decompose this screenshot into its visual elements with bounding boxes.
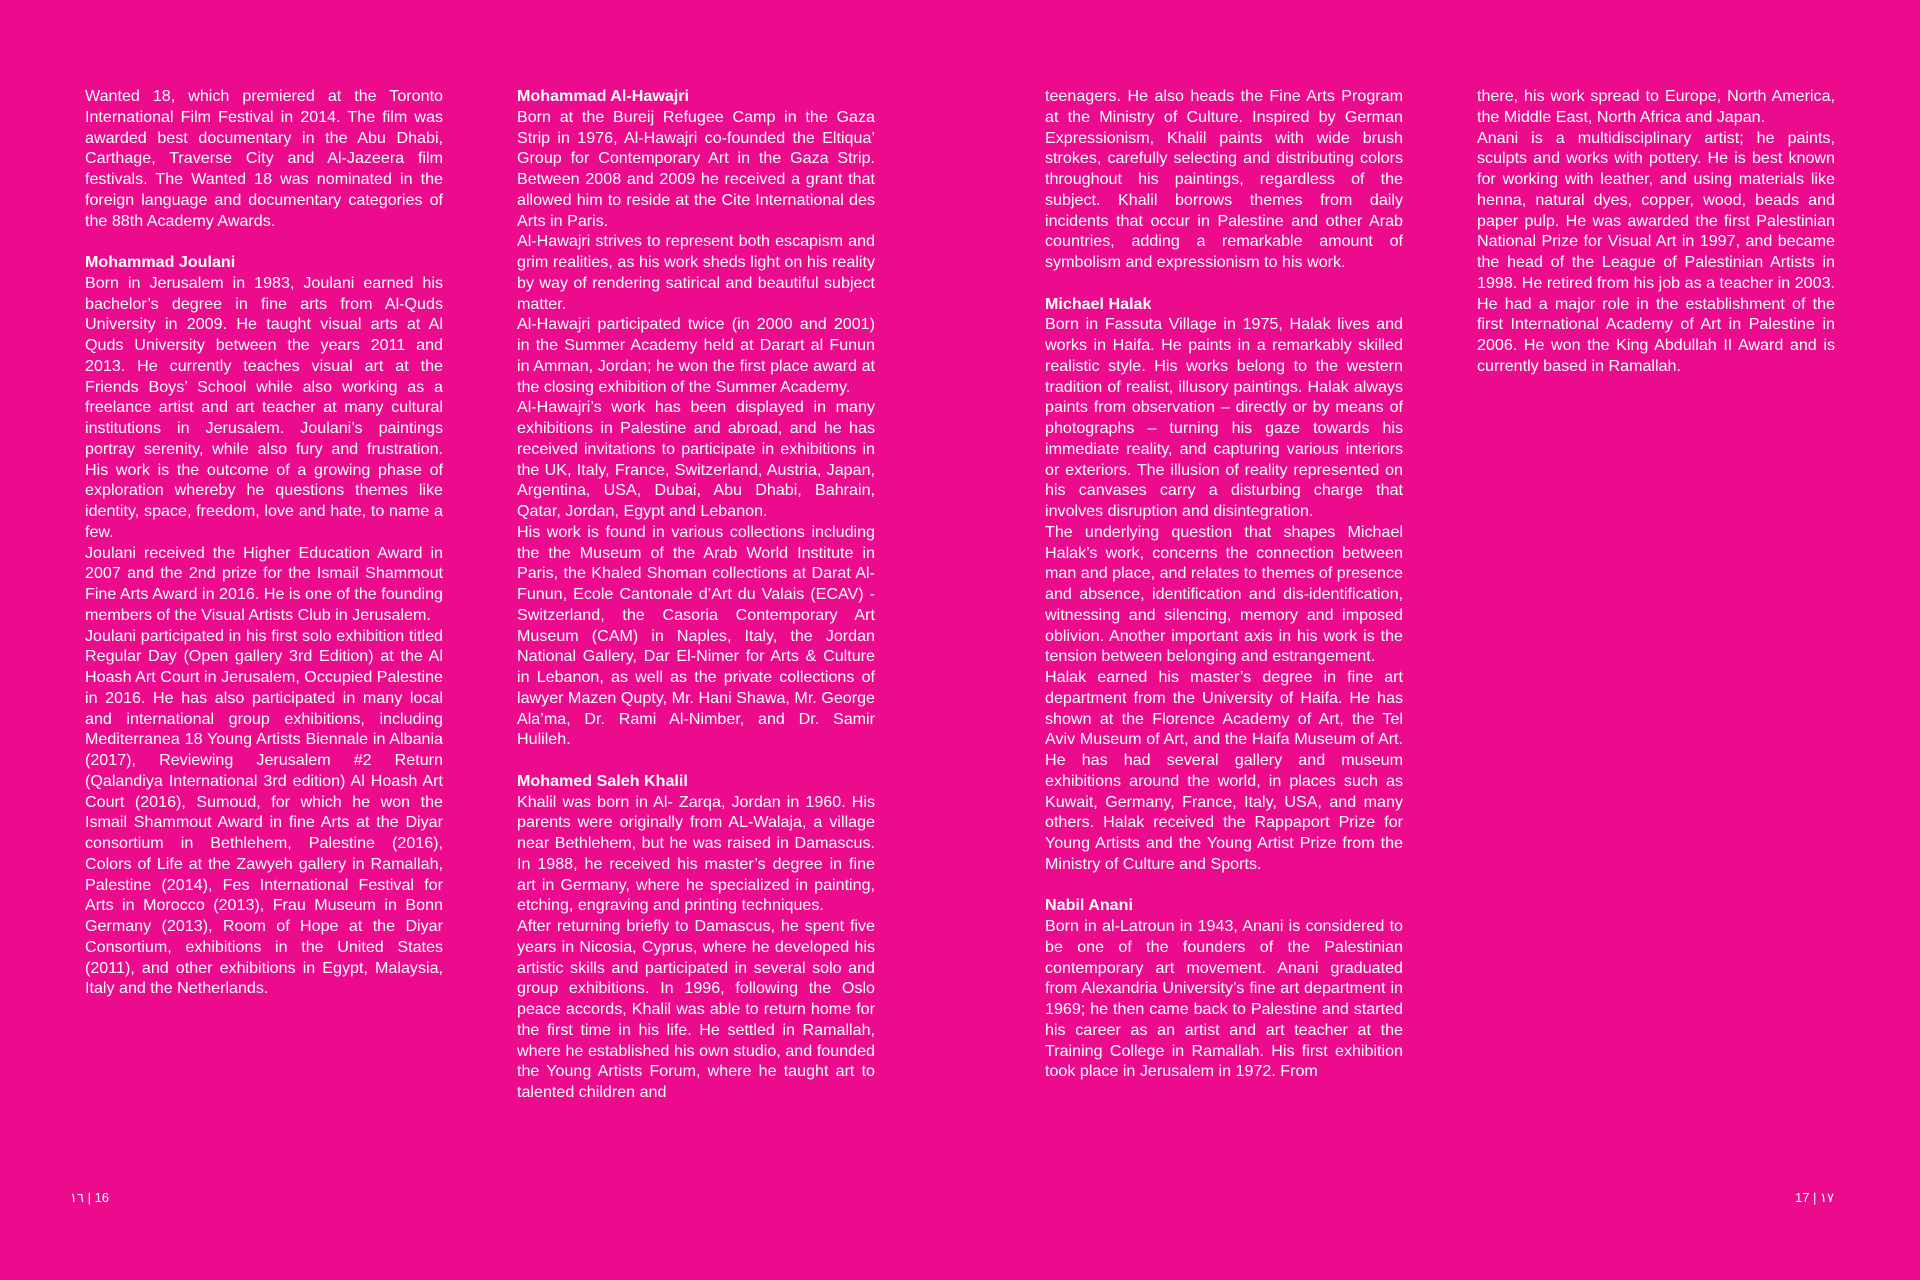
artist-heading-halak: Michael Halak bbox=[1045, 294, 1152, 313]
artist-heading-al-hawajri: Mohammad Al-Hawajri bbox=[517, 87, 689, 105]
text-column-4 bbox=[1477, 86, 1835, 377]
artist-heading-joulani: Mohammad Joulani bbox=[85, 253, 236, 271]
body-paragraph: Al-Hawajri’s work has been displayed in many exhibitions in Palestine and abroad, and he has received invitations to participate in exhibitions in the UK, Italy, France, Switzerland, Austria, Japan, Argentina, USA, Dubai, Abu Dhabi, Bahrain, Qatar, Jordan, Egypt and Lebanon. bbox=[517, 398, 875, 520]
body-paragraph: Born in Fassuta Village in 1975, Halak lives and works in Haifa. He paints in a remarkably skilled realistic style. His works belong to the western tradition of realist, illusory paintings. Halak always paints from observation – directly or by means of photographs – turning his gaze towards his immediate reality, and capturing various interiors or exteriors. The illusion of reality represented on his canvases carry a disturbing charge that involves disruption and disintegration. bbox=[1045, 315, 1403, 520]
body-paragraph: Al-Hawajri strives to represent both escapism and grim realities, as his work sheds light on his reality by way of rendering satirical and beautiful subject matter. bbox=[517, 232, 875, 313]
body-paragraph: Halak earned his master’s degree in fine art department from the University of Haifa. He has shown at the Florence Academy of Art, the Tel Aviv Museum of Art, and the Haifa Museum of Art. He has had several gallery and museum exhibitions around the world, in places such as Kuwait, Germany, France, Italy, USA, and many others. Halak received the Rappaport Prize for Young Artists and the Young Artist Prize from the Ministry of Culture and Sports. bbox=[1045, 668, 1403, 873]
body-paragraph: Khalil was born in Al- Zarqa, Jordan in 1960. His parents were originally from AL-Walaja, a village near Bethlehem, but he was raised in Damascus. In 1988, he received his master’s degree in fine art in Germany, where he specialized in painting, etching, engraving and printing techniques. bbox=[517, 792, 875, 915]
artist-heading-khalil: Mohamed Saleh Khalil bbox=[517, 771, 688, 790]
text-column-3 bbox=[1045, 86, 1403, 1082]
body-paragraph: Born in Jerusalem in 1983, Joulani earned his bachelor’s degree in fine arts from Al-Quds University in 2009. He taught visual arts at Al Quds University between the years 2011 and 2013. He currently teaches visual art at the Friends Boys’ School while also working as a freelance artist and art teacher at many cultural institutions in Jerusalem. Joulani’s paintings portray serenity, while also fury and frustration. His work is the outcome of a growing phase of exploration whereby he questions themes like identity, space, freedom, love and hate, to name a few. bbox=[85, 273, 443, 541]
spacer bbox=[1045, 273, 1403, 294]
body-paragraph: The underlying question that shapes Michael Halak’s work, concerns the connection between man and place, and relates to themes of presence and absence, identification and dis-identification, witnessing and silencing, memory and imposed oblivion. Another important axis in his work is the tension between belonging and estrangement. bbox=[1045, 522, 1403, 666]
spacer bbox=[1045, 875, 1403, 896]
body-paragraph: His work is found in various collections including the the Museum of the Arab World Institute in Paris, the Khaled Shoman collections at Darat Al-Funun, Ecole Cantonale d’Art du Valais (ECAV) - Switzerland, the Casoria Contemporary Art Museum (CAM) in Naples, Italy, the Jordan National Gallery, Dar El-Nimer for Arts & Culture in Lebanon, as well as the private collections of lawyer Mazen Qupty, Mr. Hani Shawa, Mr. George Ala’ma, Dr. Rami Al-Nimber, and Dr. Samir Hulileh. bbox=[517, 522, 875, 749]
page-number-left: ١٦ | 16 bbox=[70, 1190, 110, 1205]
artist-heading-anani: Nabil Anani bbox=[1045, 896, 1133, 915]
spacer bbox=[517, 750, 875, 771]
body-paragraph: Anani is a multidisciplinary artist; he paints, sculpts and works with pottery. He is best known for working with leather, and using materials like henna, natural dyes, copper, wood, beads and paper pulp. He was awarded the first Palestinian National Prize for Visual Art in 1997, and became the head of the League of Palestinian Artists in 1998. He retired from his job as a teacher in 2003. He had a major role in the establishment of the first International Academy of Art in Palestine in 2006. He won the King Abdullah II Award and is currently based in Ramallah. bbox=[1477, 128, 1835, 375]
text-column-1 bbox=[85, 86, 443, 999]
body-paragraph: there, his work spread to Europe, North America, the Middle East, North Africa and Japan. bbox=[1477, 87, 1835, 126]
spacer bbox=[85, 231, 443, 252]
body-paragraph: Born at the Bureij Refugee Camp in the Gaza Strip in 1976, Al-Hawajri co-founded the Eltiqua’ Group for Contemporary Art in the Gaza Strip. Between 2008 and 2009 he received a grant that allowed him to reside at the Cite International des Arts in Paris. bbox=[517, 107, 875, 230]
body-paragraph: Joulani participated in his first solo exhibition titled Regular Day (Open gallery 3rd Edition) at the Al Hoash Art Court in Jerusalem, Occupied Palestine in 2016. He has also participated in many local and international group exhibitions, including Mediterranea 18 Young Artists Biennale in Albania (2017), Reviewing Jerusalem #2 Return (Qalandiya International 3rd edition) Al Hoash Art Court (2016), Sumoud, for which he won the Ismail Shammout Award in fine Arts at the Diyar consortium in Bethlehem, Palestine (2016), Colors of Life at the Zawyeh gallery in Ramallah, Palestine (2014), Fes International Festival for Arts in Morocco (2013), Frau Museum in Bonn Germany (2013), Room of Hope at the Diyar Consortium, exhibitions in the United States (2011), and other exhibitions in Egypt, Malaysia, Italy and the Netherlands. bbox=[85, 626, 443, 998]
body-paragraph: Al-Hawajri participated twice (in 2000 and 2001) in the Summer Academy held at Darart al Funun in Amman, Jordan; he won the first place award at the closing exhibition of the Summer Academy. bbox=[517, 315, 875, 396]
page-number-right: 17 | ١٧ bbox=[1794, 1190, 1834, 1205]
intro-paragraph: teenagers. He also heads the Fine Arts Program at the Ministry of Culture. Inspired by German Expressionism, Khalil paints with wide brush strokes, carefully selecting and distributing colors throughout his paintings, regardless of the subject. Khalil borrows themes from daily incidents that occur in Palestine and other Arab countries, adding a remarkable amount of symbolism and expressionism to his work. bbox=[1045, 87, 1403, 271]
body-paragraph: Joulani received the Higher Education Award in 2007 and the 2nd prize for the Ismail Shammout Fine Arts Award in 2016. He is one of the founding members of the Visual Artists Club in Jerusalem. bbox=[85, 543, 443, 624]
text-column-2 bbox=[517, 86, 875, 1103]
body-paragraph: Born in al-Latroun in 1943, Anani is considered to be one of the founders of the Palestinian contemporary art movement. Anani graduated from Alexandria University’s fine art department in 1969; he then came back to Palestine and started his career as an artist and art teacher at the Training College in Ramallah. His first exhibition took place in Jerusalem in 1972. From bbox=[1045, 917, 1403, 1081]
body-paragraph: After returning briefly to Damascus, he spent five years in Nicosia, Cyprus, where he developed his artistic skills and participated in several solo and group exhibitions. In 1996, following the Oslo peace accords, Khalil was able to return home for the first time in his life. He settled in Ramallah, where he established his own studio, and founded the Young Artists Forum, where he taught art to talented children and bbox=[517, 917, 875, 1101]
intro-paragraph: Wanted 18, which premiered at the Toronto International Film Festival in 2014. The film was awarded best documentary in the Abu Dhabi, Carthage, Traverse City and Al-Jazeera film festivals. The Wanted 18 was nominated in the foreign language and documentary categories of the 88th Academy Awards. bbox=[85, 87, 443, 230]
